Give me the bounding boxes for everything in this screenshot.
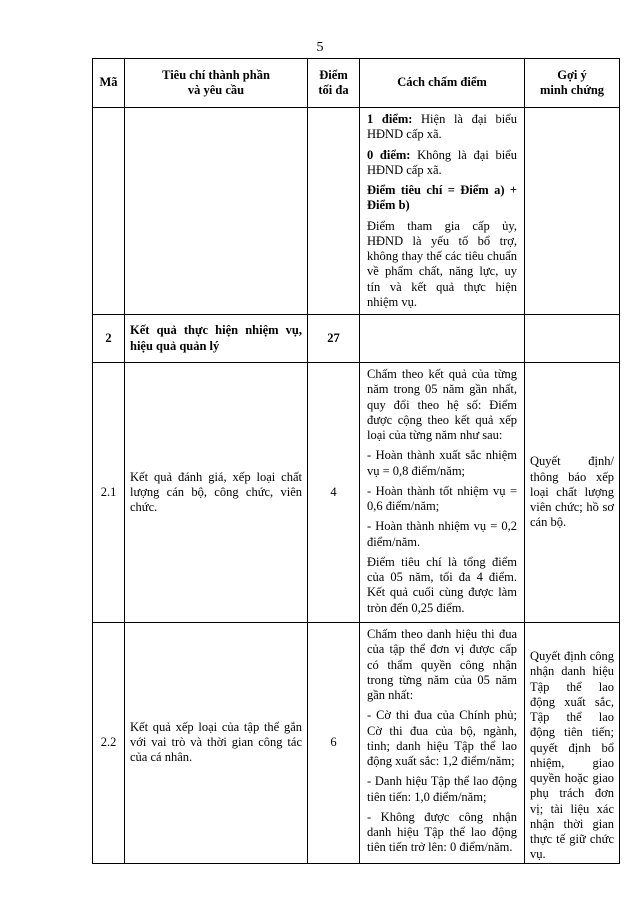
cell-criteria: Kết quả thực hiện nhiệm vụ, hiệu quả quản lý bbox=[125, 315, 308, 363]
cell-code: 2.2 bbox=[93, 623, 125, 864]
scoring-paragraph: 1 điểm: Hiện là đại biểu HĐND cấp xã. bbox=[367, 112, 517, 142]
cell-max-points bbox=[308, 108, 360, 315]
cell-evidence bbox=[525, 315, 620, 363]
cell-evidence bbox=[525, 108, 620, 315]
scoring-paragraph: - Hoàn thành xuất sắc nhiệm vụ = 0,8 điểm/năm; bbox=[367, 448, 517, 478]
header-max-points-text: Điểm tối đa bbox=[318, 67, 349, 97]
cell-scoring bbox=[360, 315, 525, 363]
table-row-continued bbox=[93, 108, 620, 315]
scoring-paragraph: - Cờ thi đua của Chính phủ; Cờ thi đua của bộ, ngành, tỉnh; danh hiệu Tập thể lao động xuất sắc: 1,2 điểm/năm; bbox=[367, 708, 517, 768]
cell-code: 2.1 bbox=[93, 363, 125, 623]
cell-evidence: Quyết định/ thông báo xếp loại chất lượng viên chức; hồ sơ cán bộ. bbox=[525, 363, 620, 623]
header-criteria-text: Tiêu chí thành phần và yêu cầu bbox=[162, 67, 270, 97]
cell-scoring bbox=[360, 623, 525, 864]
cell-scoring bbox=[360, 108, 525, 315]
cell-criteria: Kết quả đánh giá, xếp loại chất lượng cán bộ, công chức, viên chức. bbox=[125, 363, 308, 623]
cell-criteria bbox=[125, 108, 308, 315]
scoring-paragraph: - Hoàn thành nhiệm vụ = 0,2 điểm/năm. bbox=[367, 519, 517, 549]
header-scoring: Cách chấm điểm bbox=[360, 59, 525, 108]
scoring-paragraph: - Không được công nhận danh hiệu Tập thể lao động tiên tiến trở lên: 0 điểm/năm. bbox=[367, 809, 517, 855]
table-header-row bbox=[93, 59, 620, 108]
table-row-2 bbox=[93, 315, 620, 363]
header-evidence-text: Gợi ý minh chứng bbox=[539, 67, 605, 97]
criteria-table bbox=[92, 58, 620, 864]
header-criteria bbox=[125, 59, 308, 108]
cell-evidence: Quyết định công nhận danh hiệu Tập thể lao động xuất sắc, Tập thể lao động tiên tiến; quyết định bổ nhiệm, giao quyền hoặc giao phụ trách đơn vị; tài liệu xác nhận thời gian thực tế giữ chức vụ. bbox=[525, 623, 620, 864]
cell-max-points: 4 bbox=[308, 363, 360, 623]
cell-criteria: Kết quả xếp loại của tập thể gắn với vai trò và thời gian công tác của cá nhân. bbox=[125, 623, 308, 864]
scoring-paragraph: Chấm theo kết quả của từng năm trong 05 năm gần nhất, quy đổi theo hệ số: Điểm được cộng theo kết quả xếp loại của từng năm như sau: bbox=[367, 367, 517, 442]
page-number: 5 bbox=[316, 40, 324, 55]
scoring-paragraph: 0 điểm: Không là đại biểu HĐND cấp xã. bbox=[367, 147, 517, 177]
cell-code bbox=[93, 108, 125, 315]
table-row-2-2 bbox=[93, 623, 620, 864]
cell-code: 2 bbox=[93, 315, 125, 363]
table-row-2-1 bbox=[93, 363, 620, 623]
scoring-paragraph: - Danh hiệu Tập thể lao động tiên tiến: 1,0 điểm/năm; bbox=[367, 774, 517, 804]
scoring-paragraph: Điểm tiêu chí = Điểm a) + Điểm b) bbox=[367, 183, 517, 213]
scoring-paragraph: Điểm tham gia cấp ủy, HĐND là yếu tố bổ trợ, không thay thế các tiêu chuẩn về phẩm chất, năng lực, uy tín và kết quả thực hiện nhiệm vụ. bbox=[367, 218, 517, 309]
scoring-paragraph: Chấm theo danh hiệu thi đua của tập thể đơn vị được cấp có thẩm quyền công nhận trong từng năm của 05 năm gần nhất: bbox=[367, 627, 517, 702]
scoring-paragraph: - Hoàn thành tốt nhiệm vụ = 0,6 điểm/năm; bbox=[367, 483, 517, 513]
cell-max-points: 27 bbox=[308, 315, 360, 363]
scoring-paragraph: Điểm tiêu chí là tổng điểm của 05 năm, tối đa 4 điểm. Kết quả cuối cùng được làm tròn đến 0,25 điểm. bbox=[367, 554, 517, 615]
header-max-points bbox=[308, 59, 360, 108]
cell-max-points: 6 bbox=[308, 623, 360, 864]
header-code: Mã bbox=[93, 59, 125, 108]
cell-scoring bbox=[360, 363, 525, 623]
header-evidence bbox=[525, 59, 620, 108]
